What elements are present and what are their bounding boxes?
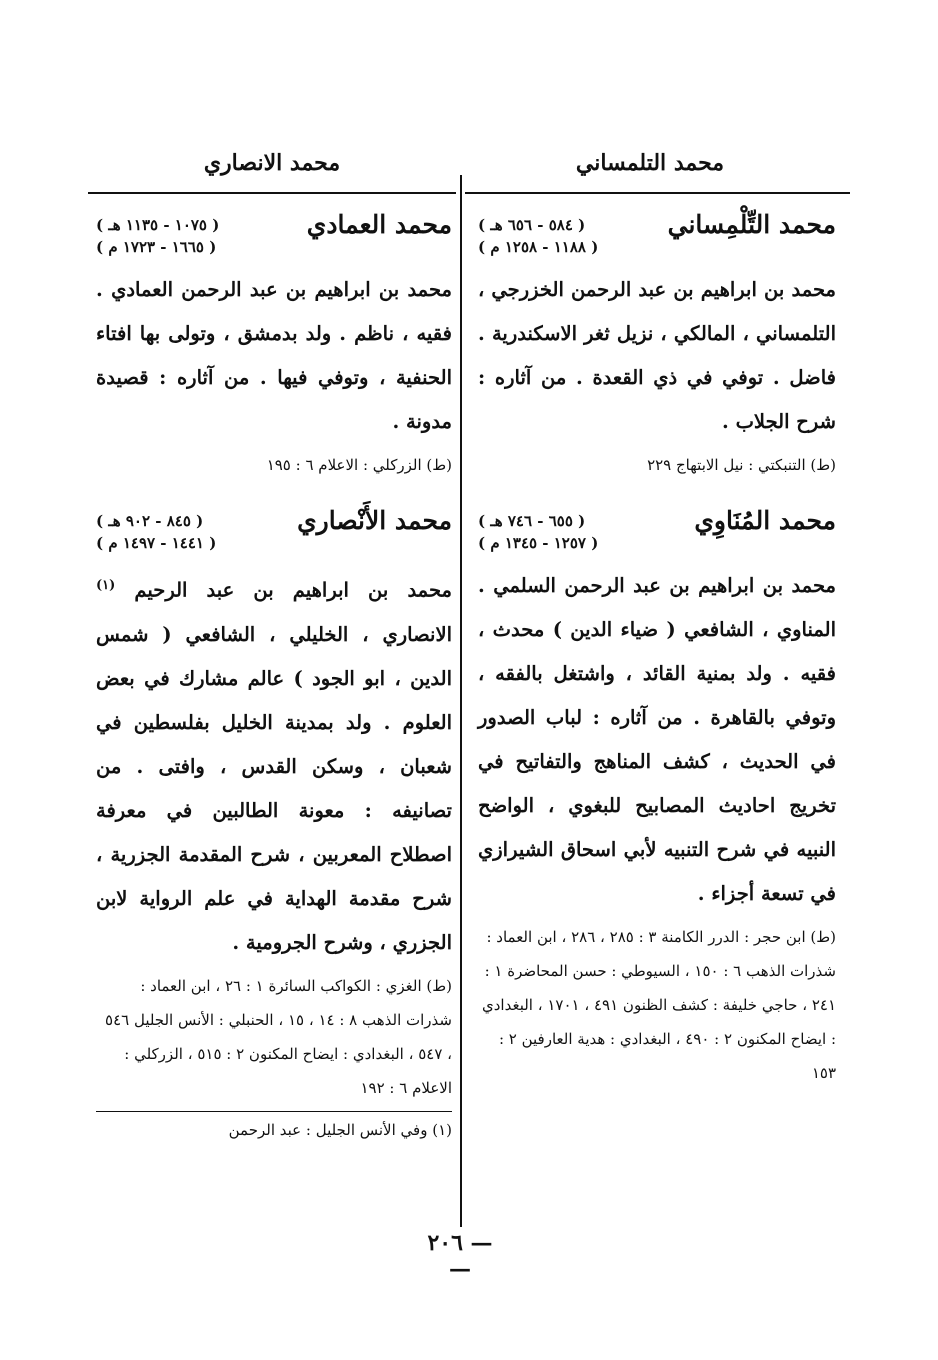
entry-body: [96, 564, 452, 965]
column-divider: [460, 175, 462, 1227]
dates-hijri: ( ٥٨٤ - ٦٥٦ هـ ): [478, 216, 586, 234]
footnote-marker: (١): [96, 578, 116, 593]
entry-dates: [478, 510, 598, 554]
entry-tilimsani: [478, 204, 836, 482]
entry-name: محمد المُنَاوِي: [694, 506, 836, 535]
entry-dates: [96, 510, 216, 554]
footnote-rule: [96, 1111, 452, 1112]
right-column: [478, 198, 836, 1090]
page-number: — ٢٠٦ —: [427, 1230, 493, 1282]
entry-name: محمد التِّلْمِساني: [667, 210, 836, 239]
entry-source: (ط) ابن حجر : الدرر الكامنة ٣ : ٢٨٥ ، ٢٨٦ ، ابن العماد : شذرات الذهب ٦ : ١٥٠ ، السيوطي : حسن المحاضرة ١ : ٢٤١ ، حاجي خليفة : كشف الظنون ٤٩١ ، ١٧٠١ ، البغدادي : ايضاح المكنون ٢ : ٤٩٠ ، البغدادي : هدية العارفين ٢ : ١٥٣: [482, 928, 836, 1082]
entry-head: [478, 204, 836, 268]
dates-hijri: ( ٦٥٥ - ٧٤٦ هـ ): [478, 512, 586, 530]
entry-body: محمد بن ابراهيم بن عبد الرحمن الخزرجي ، التلمساني ، المالكي ، نزيل ثغر الاسكندرية . فاضل . توفي في ذي القعدة . من آثاره : شرح الجلاب .: [478, 278, 836, 433]
entry-name: محمد العمادي: [306, 210, 452, 239]
dates-gregorian: ( ١١٨٨ - ١٢٥٨ م ): [478, 238, 599, 256]
entry-munawi: [478, 500, 836, 1090]
header-rule-left: [88, 192, 456, 194]
entry-imadi: [96, 204, 452, 482]
dates-hijri: ( ١٠٧٥ - ١١٣٥ هـ ): [96, 216, 220, 234]
entry-body: محمد بن ابراهيم بن عبد الرحمن العمادي . فقيه ، ناظم . ولد بدمشق ، وتولى بها افتاء الحنفية ، وتوفي فيها . من آثاره : قصيدة مدونة .: [96, 278, 452, 433]
dates-gregorian: ( ١٢٥٧ - ١٣٤٥ م ): [478, 534, 599, 552]
entry-ansari: [96, 500, 452, 1105]
entry-body-lead: محمد بن ابراهيم بن عبد الرحيم: [134, 578, 452, 602]
dates-gregorian: ( ١٤٤١ - ١٤٩٧ م ): [96, 534, 217, 552]
left-column: [96, 198, 452, 1144]
entry-head: [96, 204, 452, 268]
entry-dates: [478, 214, 598, 258]
entry-source: (ط) الزركلي : الاعلام ٦ : ١٩٥: [266, 456, 452, 474]
entry-body: محمد بن ابراهيم بن عبد الرحمن السلمي . المناوي ، الشافعي ( ضياء الدين ) محدث ، فقيه . ولد بمنية القائد ، واشتغل بالفقه ، وتوفي بالقاهرة . من آثاره : لباب الصدور في الحديث ، كشف المناهج والتفاتيح في تخريج احاديث المصابيح للبغوي ، الواضح النبيه في شرح التنبيه لأبي اسحاق الشيرازي في تسعة أجزاء .: [478, 574, 836, 905]
entry-source: (ط) التنبكتي : نيل الابتهاج ٢٢٩: [647, 456, 836, 474]
footnote: (١) وفي الأنس الجليل : عبد الرحمن: [228, 1120, 452, 1139]
dates-hijri: ( ٨٤٥ - ٩٠٢ هـ ): [96, 512, 204, 530]
dates-gregorian: ( ١٦٦٥ - ١٧٢٣ م ): [96, 238, 217, 256]
entry-head: [96, 500, 452, 564]
entry-source: (ط) الغزي : الكواكب السائرة ١ : ٢٦ ، ابن العماد : شذرات الذهب ٨ : ١٤ ، ١٥ ، الحنبلي : الأنس الجليل ٥٤٦ ، ٥٤٧ ، البغدادي : ايضاح المكنون ٢ : ٥١٥ ، الزركلي : الاعلام ٦ : ١٩٢: [105, 976, 452, 1097]
entry-body-rest: الانصاري ، الخليلي ، الشافعي ( شمس الدين ، ابو الجود ) عالم مشارك في بعض العلوم . ولد بمدينة الخليل بفلسطين في شعبان ، وسكن القدس ، وافتى . من تصانيفه : معونة الطالبين في معرفة اصطلاح المعربين ، شرح المقدمة الجزرية ، شرح مقدمة الهداية في علم الرواية لابن الجزري ، وشرح الجرومية .: [96, 622, 452, 954]
entry-head: [478, 500, 836, 564]
running-header-left: محمد الانصاري: [203, 150, 341, 176]
entry-dates: [96, 214, 219, 258]
running-header-right: محمد التلمساني: [575, 150, 725, 176]
entry-name: محمد الأَنْصاري: [297, 506, 452, 535]
header-rule-right: [465, 192, 850, 194]
